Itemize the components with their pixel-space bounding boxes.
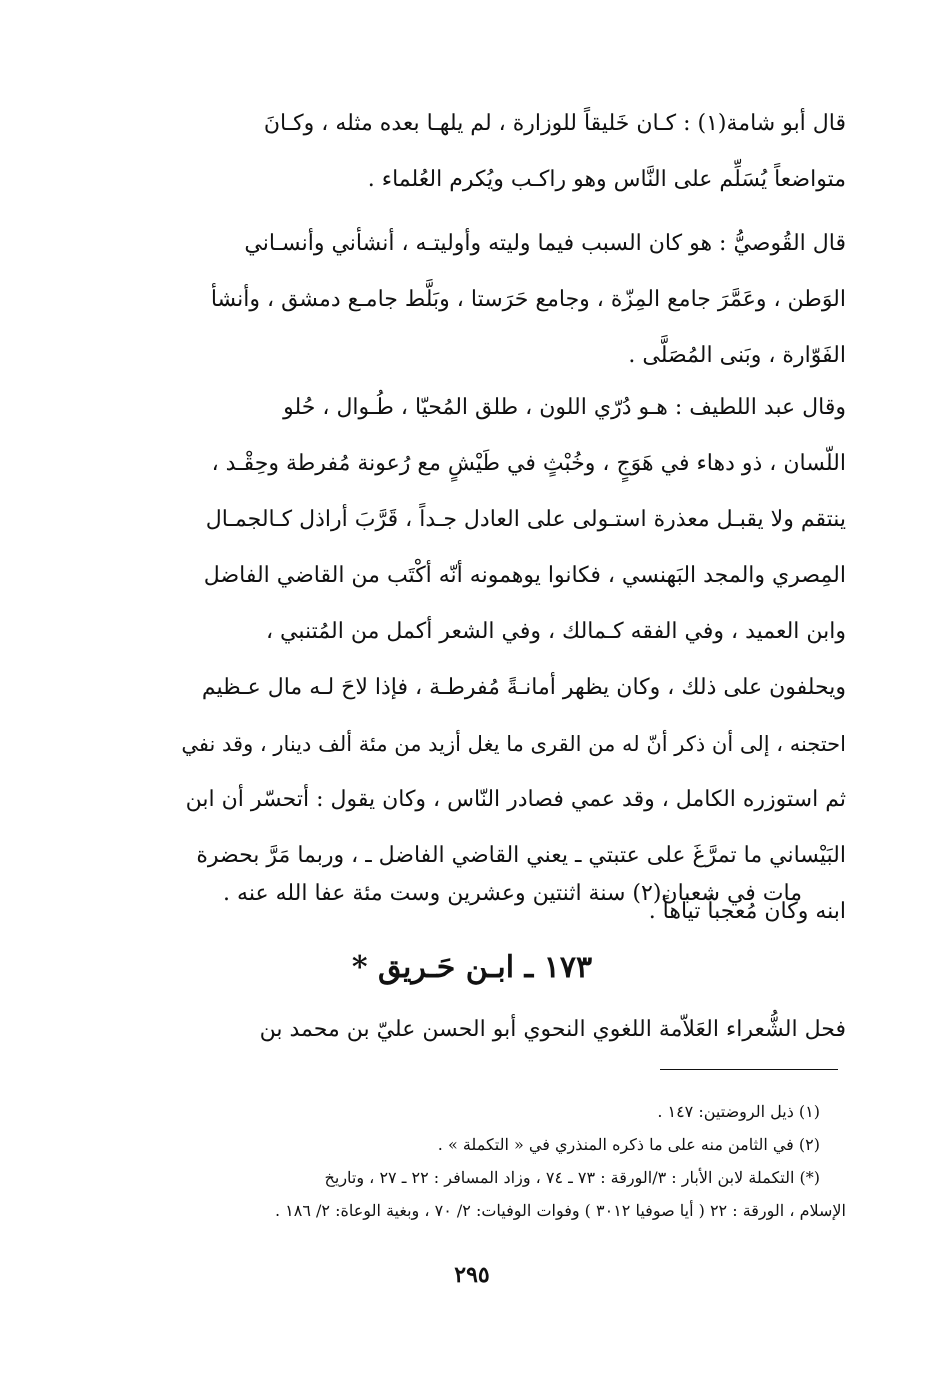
text-line: الوَطن ، وعَمَّرَ جامع المِزّة ، وجامع حَرَستا ، وبَلَّط جامـع دمشق ، وأنشأ	[210, 287, 846, 312]
text-line: ينتقم ولا يقبـل معذرة استـولى على العادل جـداً ، قَرَّبَ أراذل كـالجمـال	[205, 507, 846, 532]
text-line: احتجنه ، إلى أن ذكر أنّ له من القرى ما يغل أزيد من مئة ألف دينار ، وقد نفي	[181, 732, 846, 756]
footnote: (*) التكملة لابن الأبار : ٣/الورقة : ٧٣ ـ ٧٤ ، وزاد المسافر : ٢٢ ـ ٢٧ ، وتاريخ	[324, 1168, 820, 1187]
page-number: ٢٩٥	[454, 1262, 490, 1288]
text-line: الفَوّارة ، وبَنى المُصَلَّى .	[628, 343, 846, 368]
text-line: وابن العميد ، وفي الفقه كـمالك ، وفي الشعر أكمل من المُتنبي ،	[265, 619, 846, 644]
paragraph-abd-al-latif	[172, 380, 846, 940]
footnote: الإسلام ، الورقة : ٢٢ ( أيا صوفيا ٣٠١٢ ) وفوات الوفيات: ٢/ ٧٠ ، وبغية الوعاة: ٢/ ١٨٦ .	[274, 1201, 846, 1220]
paragraph-abu-shama	[172, 96, 846, 208]
entry-heading: ١٧٣ ـ ابـن حَـريق *	[351, 950, 593, 985]
text-line: البَيْساني ما تمرَّغَ على عتبتي ـ يعني القاضي الفاضل ـ ، وربما مَرَّ بحضرة	[196, 843, 846, 868]
text-line: مات في شعبان(٢) سنة اثنتين وعشرين وست مئة عفا الله عنه .	[223, 881, 802, 906]
footnote: (٢) في الثامن منه على ما ذكره المنذري في « التكملة » .	[437, 1135, 820, 1154]
text-line: ويحلفون على ذلك ، وكان يظهر أمانـةً مُفرطـة ، فإذا لاحَ لـه مال عـظيم	[201, 675, 846, 700]
paragraph-qusi	[172, 216, 846, 384]
text-line: وقال عبد اللطيف : هـو دُرّي اللون ، طلق المُحيّا ، طُـوال ، حُلو	[283, 395, 846, 420]
entry-first-line	[172, 1002, 846, 1058]
footnote-separator	[660, 1069, 838, 1070]
text-line: قال أبو شامة(١) : كـان خَليقاً للوزارة ، لم يلهـا بعده مثله ، وكـانَ	[263, 111, 846, 136]
text-line: ثم استوزره الكامل ، وقد عمي فصادر النّاس ، وكان يقول : أتحسّر أن ابن	[185, 787, 846, 812]
footnote: (١) ذيل الروضتين: ١٤٧ .	[657, 1102, 820, 1121]
paragraph-death	[172, 866, 846, 922]
text-line: قال القُوصيُّ : هو كان السبب فيما وليته وأوليتـه ، أنشأني وأنسـاني	[244, 231, 846, 256]
text-line: متواضعاً يُسَلِّم على النَّاس وهو راكـب ويُكرم العُلماء .	[367, 167, 846, 192]
text-line: فحل الشُّعراء العَلاّمة اللغوي النحوي أبو الحسن عليّ بن محمد بن	[259, 1017, 846, 1042]
text-line: ابنه وكان مُعجباً تياهاً .	[648, 899, 846, 924]
footnotes	[172, 1095, 846, 1227]
text-line: المِصري والمجد البَهنسي ، فكانوا يوهمونه أنّه أكْتَب من القاضي الفاضل	[203, 563, 846, 588]
text-line: اللّسان ، ذو دهاء في هَوَجٍ ، وخُبْثٍ في طَيْشٍ مع رُعونة مُفرطة وحِقْـد ،	[211, 451, 846, 476]
